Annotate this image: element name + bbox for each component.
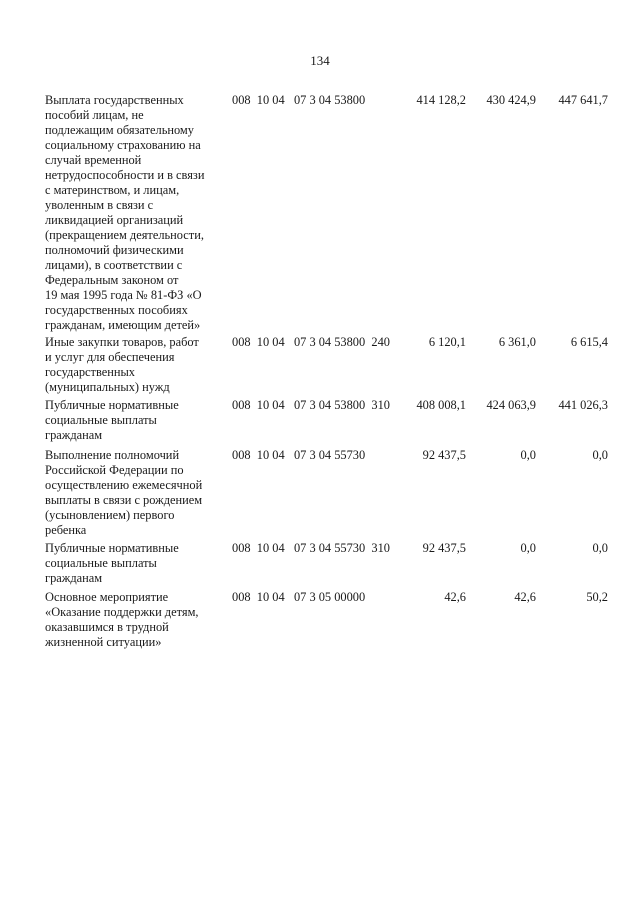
row-value-year-2: 0,0 — [520, 541, 536, 555]
row-value-year-1: 92 437,5 — [422, 448, 466, 462]
row-name: Выполнение полномочий Российской Федерации по осуществлению ежемесячной выплаты в связи с рождением (усыновлением) первого ребенка — [45, 448, 203, 537]
row-value-year-1: 92 437,5 — [422, 541, 466, 555]
row-value-year-1: 42,6 — [444, 590, 466, 604]
row-value-year-2: 6 361,0 — [498, 335, 536, 349]
row-value-year-2: 424 063,9 — [486, 398, 536, 412]
row-name: Выплата государственных пособий лицам, не подлежащим обязательному социальному страхованию на случай временной нетрудоспособности и в связи с материнством, и лицам, уволенным в связи с ликвидацией организаций (прекращением деятельности, полномочий физическими лицами), в соответствии с Федеральным законом от 19 мая 1995 года № 81-ФЗ «О государственных пособиях гражданам, имеющим детей» — [45, 93, 205, 332]
row-code: 008 10 04 07 3 04 53800 — [232, 93, 366, 107]
row-name: Иные закупки товаров, работ и услуг для обеспечения государственных (муниципальных) нужд — [45, 335, 199, 394]
row-value-year-3: 441 026,3 — [558, 398, 608, 412]
row-value-year-3: 0,0 — [592, 541, 608, 555]
row-code: 008 10 04 07 3 04 53800 310 — [232, 398, 390, 412]
row-value-year-1: 6 120,1 — [428, 335, 466, 349]
row-value-year-3: 6 615,4 — [570, 335, 608, 349]
row-value-year-3: 447 641,7 — [558, 93, 608, 107]
row-value-year-2: 42,6 — [514, 590, 536, 604]
page-number: 134 — [310, 53, 330, 68]
row-value-year-1: 408 008,1 — [416, 398, 466, 412]
row-value-year-3: 0,0 — [592, 448, 608, 462]
row-value-year-2: 0,0 — [520, 448, 536, 462]
row-code: 008 10 04 07 3 04 55730 310 — [232, 541, 390, 555]
row-name: Основное мероприятие «Оказание поддержки детям, оказавшимся в трудной жизненной ситуации» — [45, 590, 199, 649]
row-code: 008 10 04 07 3 04 55730 — [232, 448, 366, 462]
row-value-year-2: 430 424,9 — [486, 93, 536, 107]
row-name: Публичные нормативные социальные выплаты гражданам — [45, 541, 179, 585]
row-name: Публичные нормативные социальные выплаты гражданам — [45, 398, 179, 442]
row-value-year-1: 414 128,2 — [416, 93, 466, 107]
row-code: 008 10 04 07 3 05 00000 — [232, 590, 366, 604]
row-code: 008 10 04 07 3 04 53800 240 — [232, 335, 390, 349]
row-value-year-3: 50,2 — [586, 590, 608, 604]
